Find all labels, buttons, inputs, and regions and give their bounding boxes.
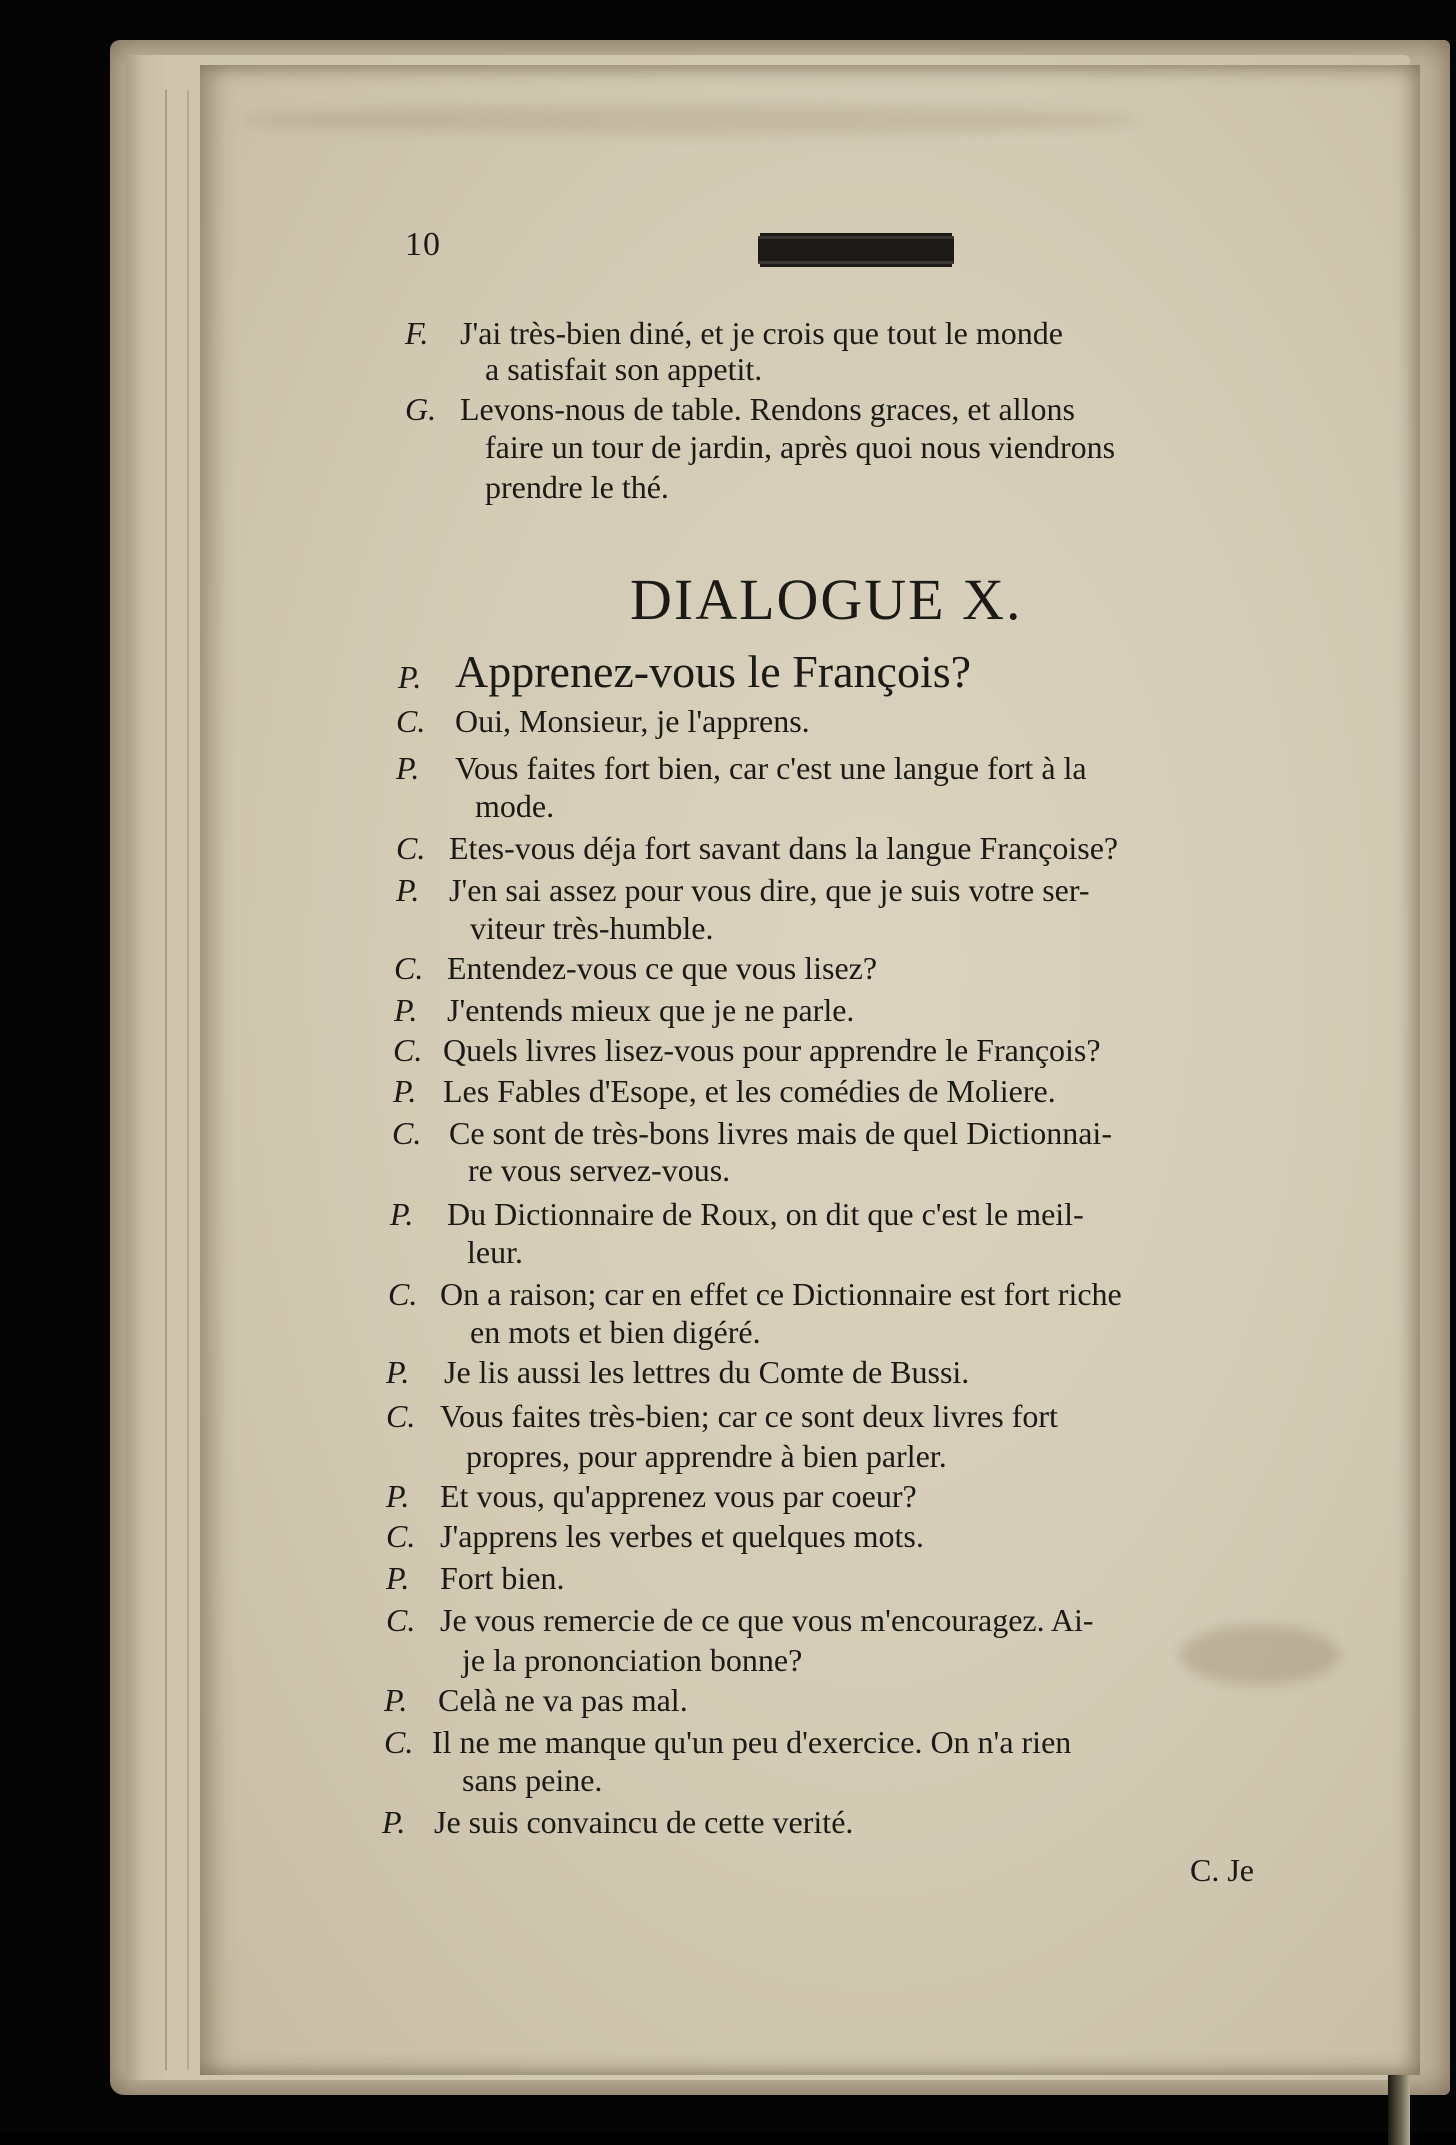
dialogue-line: leur. [467, 1234, 523, 1270]
dialogue-line: a satisfait son appetit. [485, 351, 763, 387]
dialogue-line: propres, pour apprendre à bien parler. [466, 1438, 947, 1474]
speaker-label: P. [396, 750, 420, 786]
speaker-label: C. [396, 830, 426, 866]
speaker-label: P. [393, 1073, 417, 1109]
speaker-label: P. [382, 1804, 406, 1840]
dialogue-line: prendre le thé. [485, 469, 669, 505]
speaker-label: P. [384, 1682, 408, 1718]
dialogue-line: J'apprens les verbes et quelques mots. [440, 1518, 924, 1554]
speaker-label: P. [390, 1196, 414, 1232]
speaker-label: P. [398, 659, 422, 695]
dialogue-line: Les Fables d'Esope, et les comédies de Moliere. [443, 1073, 1056, 1109]
speaker-label: P. [396, 872, 420, 908]
dialogue-line: J'ai très-bien diné, et je crois que tout le monde [460, 315, 1063, 351]
dialogue-line: Ce sont de très-bons livres mais de quel Dictionnai- [449, 1115, 1112, 1151]
dialogue-line: Celà ne va pas mal. [438, 1682, 688, 1718]
speaker-label: P. [386, 1354, 410, 1390]
dialogue-line: Fort bien. [440, 1560, 565, 1596]
dialogue-line: Et vous, qu'apprenez vous par coeur? [440, 1478, 917, 1514]
section-title: DIALOGUE X. [630, 567, 1023, 632]
speaker-label: G. [405, 391, 437, 427]
speaker-label: C. [386, 1398, 416, 1434]
dialogue-line: Je suis convaincu de cette verité. [434, 1804, 854, 1840]
dialogue-line: Je lis aussi les lettres du Comte de Bussi. [444, 1354, 970, 1390]
speaker-label: C. [394, 950, 424, 986]
speaker-label: C. [386, 1602, 416, 1638]
dialogue-line: J'entends mieux que je ne parle. [447, 992, 855, 1028]
drop-cap-line: Apprenez-vous le François? [455, 646, 972, 697]
speaker-label: P. [386, 1478, 410, 1514]
speaker-label: C. [396, 703, 426, 739]
speaker-label: C. [386, 1518, 416, 1554]
dialogue-line: J'en sai assez pour vous dire, que je suis votre ser- [449, 872, 1090, 908]
speaker-label: C. [392, 1115, 422, 1151]
speaker-label: P. [386, 1560, 410, 1596]
dialogue-line: sans peine. [462, 1762, 603, 1798]
dialogue-line: mode. [475, 788, 555, 824]
dialogue-line: Quels livres lisez-vous pour apprendre le François? [443, 1032, 1101, 1068]
dialogue-line: Du Dictionnaire de Roux, on dit que c'est le meil- [447, 1196, 1084, 1232]
dialogue-line: Vous faites fort bien, car c'est une langue fort à la [455, 750, 1087, 786]
dialogue-line: Je vous remercie de ce que vous m'encouragez. Ai- [440, 1602, 1094, 1638]
speaker-label: P. [394, 992, 418, 1028]
dialogue-line: je la prononciation bonne? [462, 1642, 803, 1678]
dialogue-line: Levons-nous de table. Rendons graces, et allons [460, 391, 1075, 427]
dialogue-line [455, 646, 972, 697]
dialogue-line: re vous servez-vous. [468, 1152, 731, 1188]
dialogue-line: en mots et bien digéré. [470, 1314, 761, 1350]
header-rule-ornament [758, 236, 954, 264]
dialogue-line: Oui, Monsieur, je l'apprens. [455, 703, 810, 739]
dialogue-line: On a raison; car en effet ce Dictionnaire est fort riche [440, 1276, 1122, 1312]
dialogue-line: Vous faites très-bien; car ce sont deux livres fort [440, 1398, 1058, 1434]
speaker-label: C. [388, 1276, 418, 1312]
dialogue-line: Etes-vous déja fort savant dans la langue Françoise? [449, 830, 1119, 866]
dialogue-line: Il ne me manque qu'un peu d'exercice. On n'a rien [432, 1724, 1072, 1760]
speaker-label: F. [405, 315, 429, 351]
speaker-label: C. [384, 1724, 414, 1760]
speaker-label: C. [393, 1032, 423, 1068]
page-number: 10 [405, 226, 441, 263]
dialogue-line: Entendez-vous ce que vous lisez? [447, 950, 878, 986]
catchword: C. Je [1190, 1852, 1254, 1888]
dialogue-line: faire un tour de jardin, après quoi nous viendrons [485, 429, 1116, 465]
dialogue-line: viteur très-humble. [470, 910, 714, 946]
